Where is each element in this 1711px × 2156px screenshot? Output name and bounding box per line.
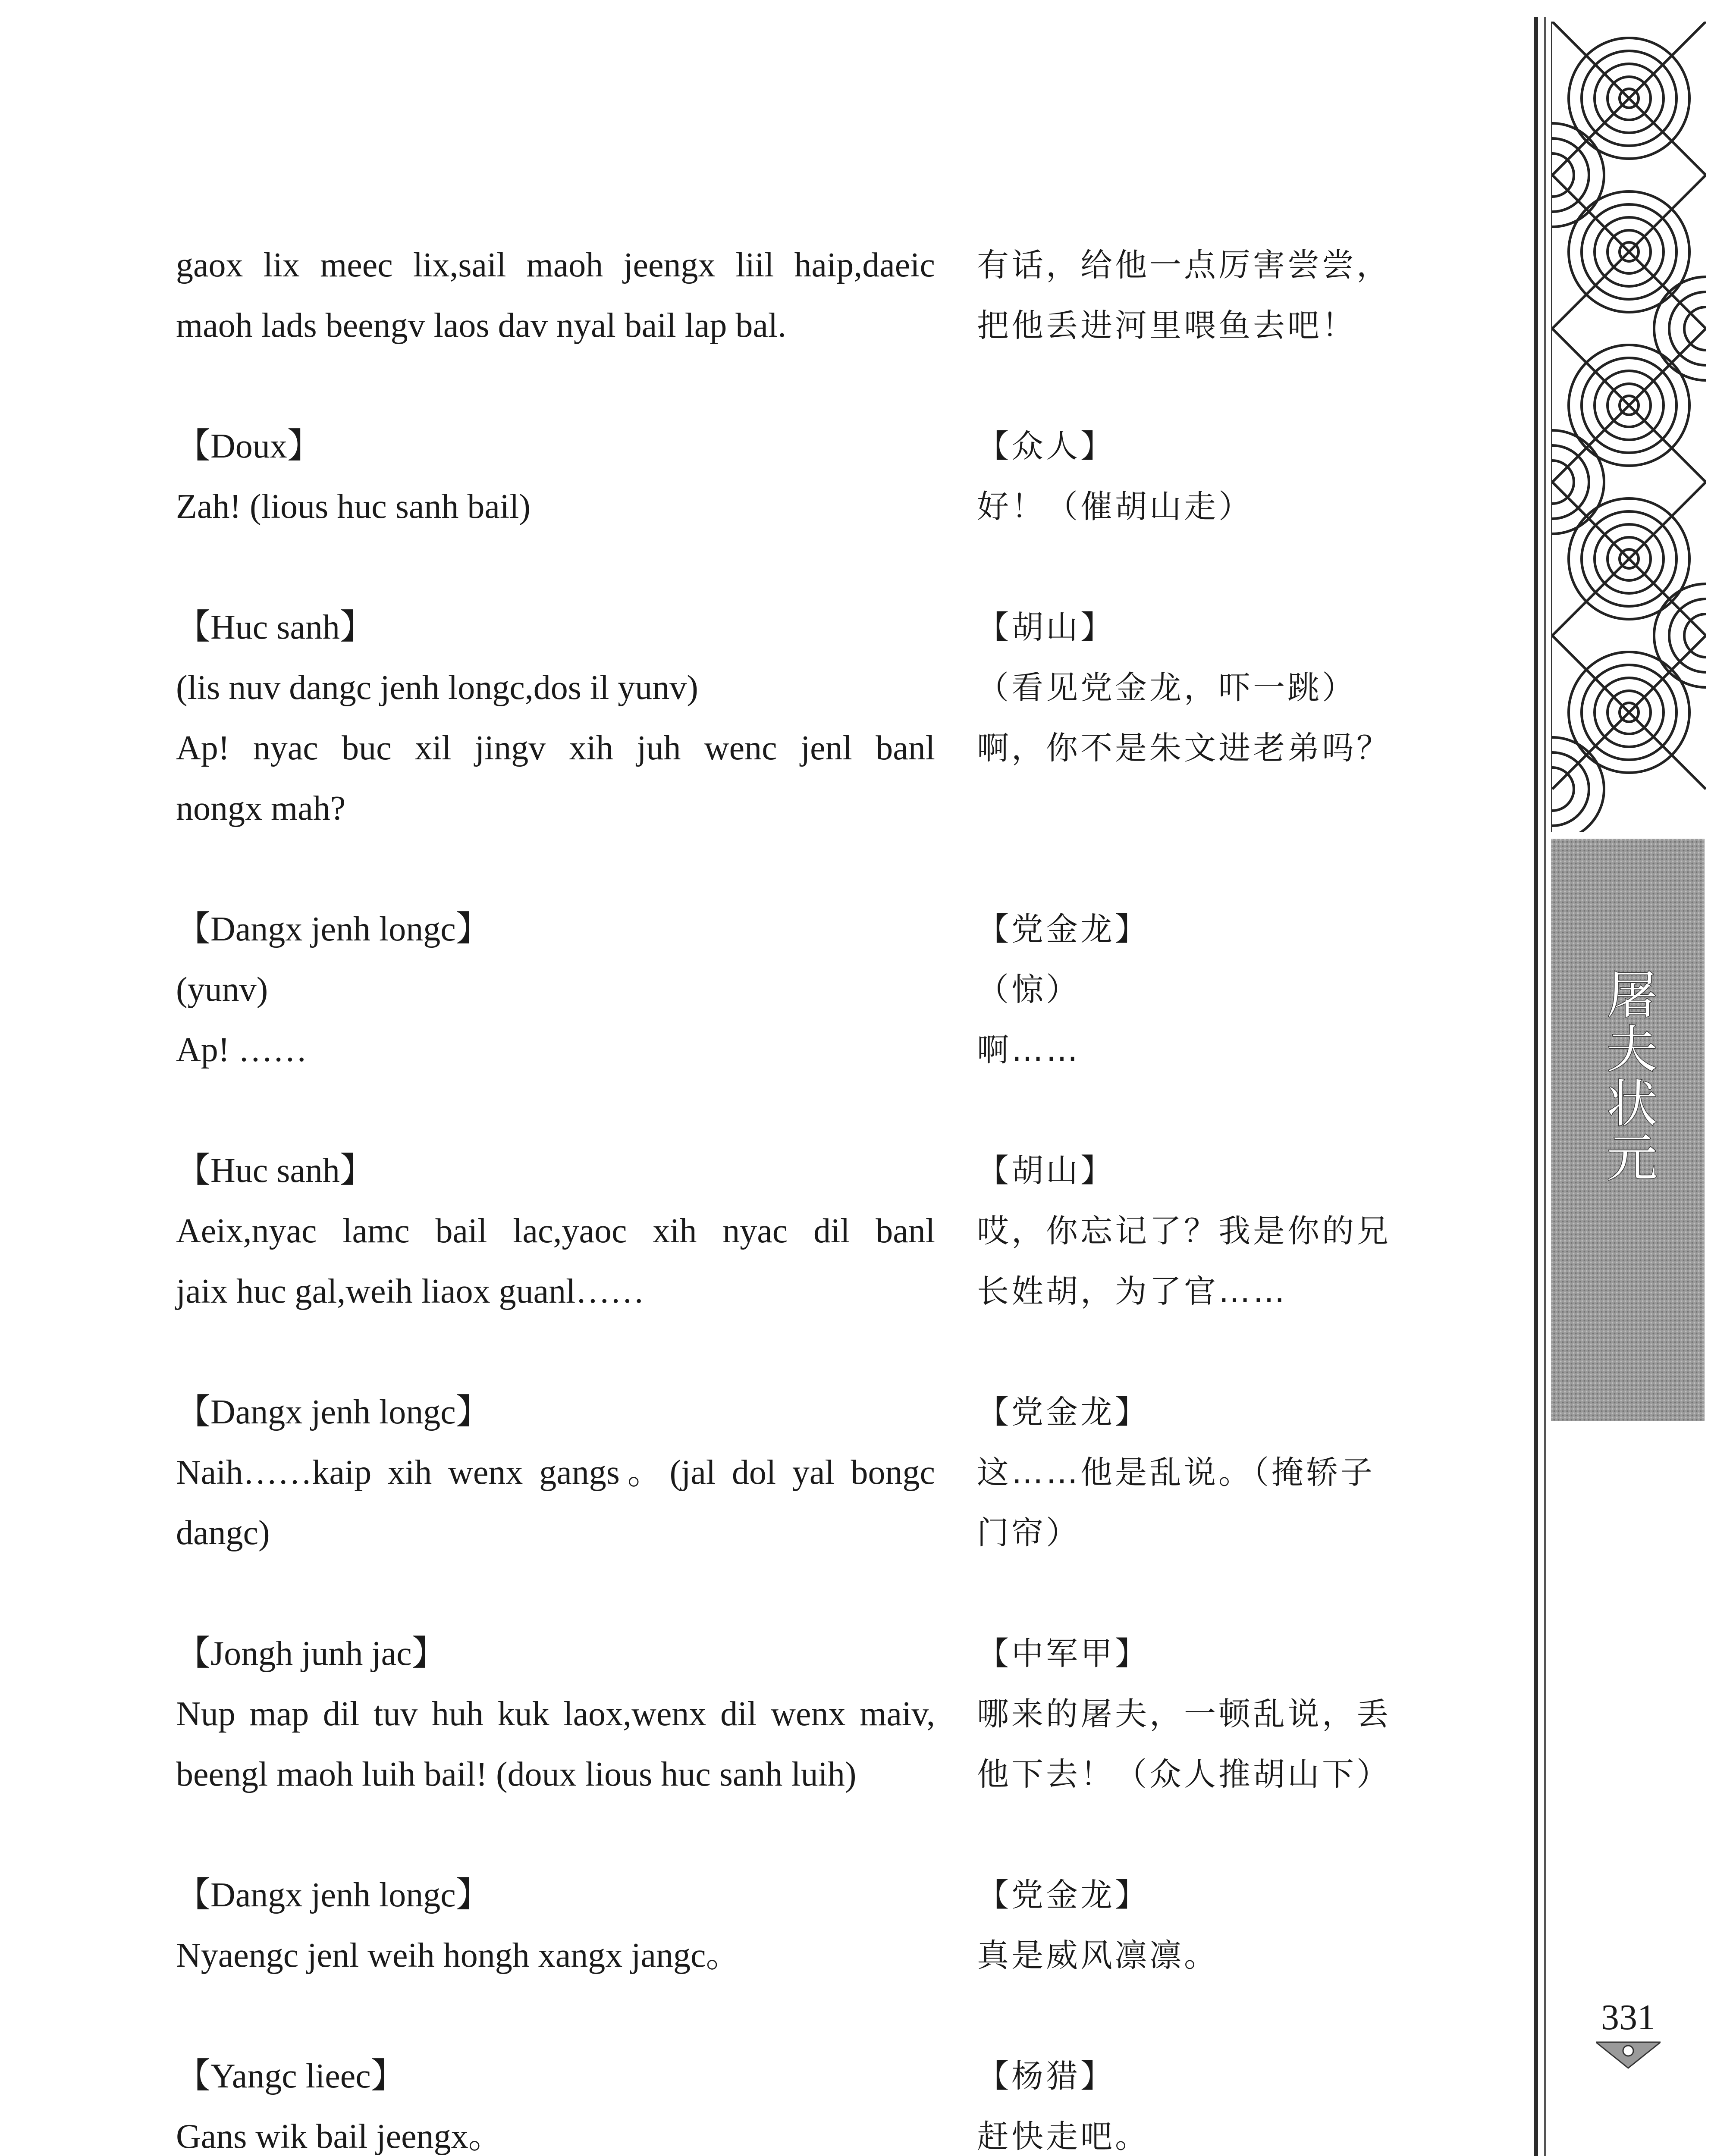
text-line: Nup map dil tuv huh kuk laox,wenx dil wenx maiv, bbox=[176, 1695, 935, 1733]
speaker-label: 【党金龙】 bbox=[977, 1394, 1149, 1431]
speaker-label: 【Dangx jenh longc】 bbox=[176, 910, 490, 948]
page-ornament-icon bbox=[1596, 2040, 1661, 2070]
side-title: 屠夫状元 bbox=[1598, 968, 1658, 1185]
text-line: Ap! …… bbox=[176, 1031, 308, 1069]
text-line: 门帘） bbox=[977, 1514, 1080, 1551]
text-line: Gans wik bail jeengx。 bbox=[176, 2118, 503, 2156]
dong-text-block-7 bbox=[176, 1623, 935, 1805]
border-rule-thin bbox=[1544, 17, 1546, 2156]
text-line: jaix huc gal,weih liaox guanl…… bbox=[176, 1272, 645, 1310]
dong-text-block-4 bbox=[176, 899, 935, 1080]
text-line: 有话，给他一点厉害尝尝， bbox=[977, 247, 1391, 284]
speaker-label: 【党金龙】 bbox=[977, 1877, 1149, 1914]
text-line: Aeix,nyac lamc bail lac,yaoc xih nyac dil banl bbox=[176, 1212, 935, 1250]
text-line: dangc) bbox=[176, 1514, 270, 1552]
text-line: 啊，你不是朱文进老弟吗？ bbox=[977, 730, 1391, 767]
dong-text-block-8 bbox=[176, 1865, 935, 1986]
speaker-label: 【中军甲】 bbox=[977, 1635, 1149, 1672]
text-line: 赶快走吧。 bbox=[977, 2118, 1149, 2155]
chinese-text-block-2 bbox=[977, 416, 1464, 537]
page-number: 331 bbox=[1601, 1997, 1655, 2037]
speaker-label: 【胡山】 bbox=[977, 1152, 1115, 1189]
chinese-text-block-1 bbox=[977, 235, 1464, 356]
cloud-pattern-icon bbox=[1552, 22, 1706, 832]
text-line: gaox lix meec lix,sail maoh jeengx liil haip,daeic bbox=[176, 246, 935, 284]
text-line: Nyaengc jenl weih hongh xangx jangc。 bbox=[176, 1937, 741, 1974]
text-line: （看见党金龙，吓一跳） bbox=[977, 669, 1356, 706]
text-line: 真是威风凛凛。 bbox=[977, 1937, 1218, 1974]
title-band bbox=[1551, 839, 1705, 1421]
text-line: (lis nuv dangc jenh longc,dos il yunv) bbox=[176, 669, 698, 707]
text-line: 长姓胡，为了官…… bbox=[977, 1273, 1287, 1310]
dong-text-block-3 bbox=[176, 597, 935, 839]
speaker-label: 【Huc sanh】 bbox=[176, 608, 374, 646]
dong-text-block-9 bbox=[176, 2046, 935, 2156]
text-line: beengl maoh luih bail! (doux lious huc sanh luih) bbox=[176, 1755, 857, 1793]
zh-dong-text-block-1 bbox=[176, 235, 935, 356]
chinese-text-block-3 bbox=[977, 597, 1464, 778]
text-line: 这……他是乱说。（掩轿子 bbox=[977, 1454, 1375, 1491]
text-line: Zah! (lious huc sanh bail) bbox=[176, 488, 531, 526]
speaker-label: 【党金龙】 bbox=[977, 911, 1149, 948]
text-line: （惊） bbox=[977, 971, 1080, 1008]
speaker-label: 【Yangc lieec】 bbox=[176, 2057, 405, 2095]
text-line: 啊…… bbox=[977, 1031, 1080, 1069]
chinese-text-block-6 bbox=[977, 1382, 1464, 1563]
text-line: maoh lads beengv laos dav nyal bail lap bal. bbox=[176, 307, 787, 345]
text-line: 把他丢进河里喂鱼去吧！ bbox=[977, 307, 1356, 344]
text-line: 哎，你忘记了？我是你的兄 bbox=[977, 1213, 1391, 1250]
speaker-label: 【Jongh junh jac】 bbox=[176, 1635, 446, 1673]
speaker-label: 【Huc sanh】 bbox=[176, 1152, 374, 1190]
text-line: 哪来的屠夫，一顿乱说，丢 bbox=[977, 1695, 1391, 1733]
text-line: 好！（催胡山走） bbox=[977, 488, 1253, 525]
chinese-text-block-8 bbox=[977, 1865, 1464, 1986]
chinese-text-block-9 bbox=[977, 2046, 1464, 2156]
text-line: 他下去！（众人推胡山下） bbox=[977, 1756, 1391, 1793]
speaker-label: 【Dangx jenh longc】 bbox=[176, 1393, 490, 1431]
speaker-label: 【杨猎】 bbox=[977, 2058, 1115, 2095]
speaker-label: 【众人】 bbox=[977, 428, 1115, 465]
dong-text-block-2 bbox=[176, 416, 935, 537]
speaker-label: 【胡山】 bbox=[977, 609, 1115, 646]
dong-text-block-5 bbox=[176, 1141, 935, 1322]
dong-text-block-6 bbox=[176, 1382, 935, 1563]
speaker-label: 【Doux】 bbox=[176, 427, 322, 465]
text-line: Naih……kaip xih wenx gangs。(jal dol yal bongc bbox=[176, 1454, 935, 1492]
text-line: Ap! nyac buc xil jingv xih juh wenc jenl banl bbox=[176, 729, 935, 767]
chinese-text-block-4 bbox=[977, 899, 1464, 1080]
text-line: (yunv) bbox=[176, 971, 268, 1009]
cloud-pattern-ornament bbox=[1551, 22, 1706, 832]
text-line: nongx mah? bbox=[176, 790, 346, 827]
chinese-text-block-5 bbox=[977, 1141, 1464, 1322]
chinese-text-block-7 bbox=[977, 1623, 1464, 1805]
border-rule bbox=[1534, 17, 1538, 2156]
speaker-label: 【Dangx jenh longc】 bbox=[176, 1876, 490, 1914]
